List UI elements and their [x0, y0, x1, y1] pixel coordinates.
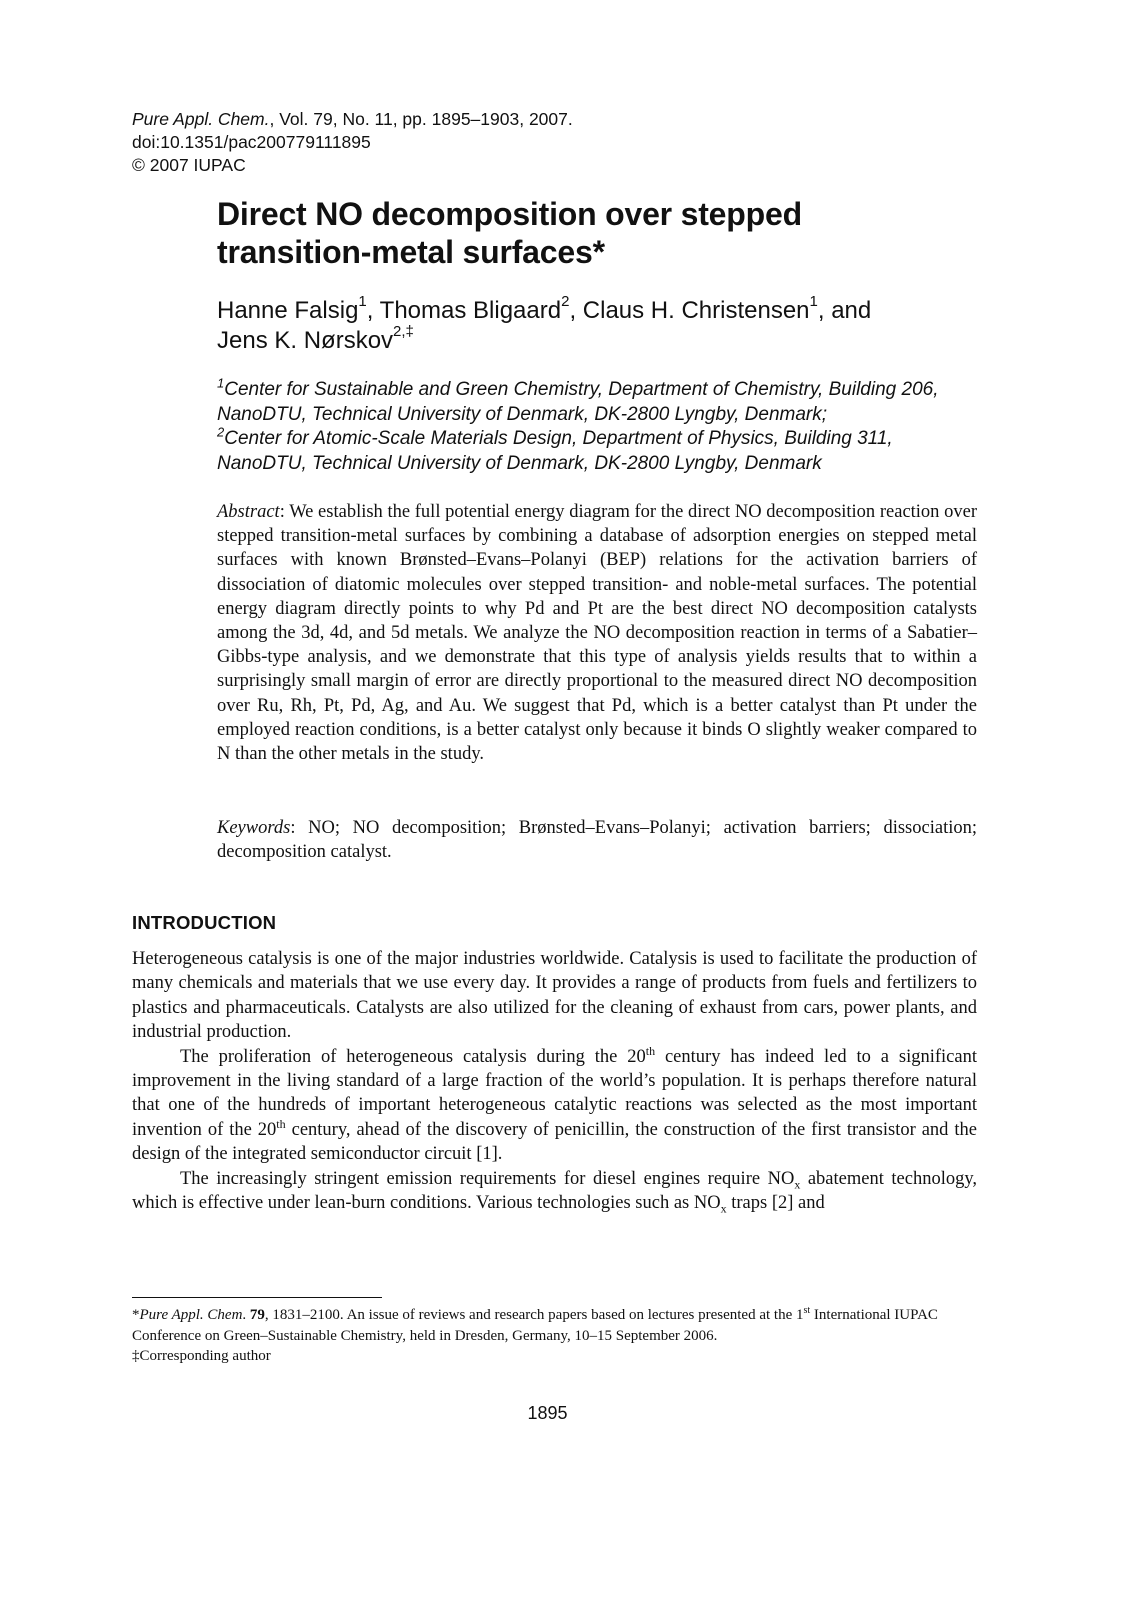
intro-paragraph-3 — [132, 1167, 977, 1216]
author-name: Hanne Falsig — [217, 297, 359, 324]
paragraph-text: century has indeed led to a significant improvement in the living standard of a large fraction of the world’s population. It is perhaps therefore natural that one of the hundreds of important heterogeneous catalytic reactions was selected as the most important invention of the 20 — [132, 1046, 977, 1140]
intro-paragraph-1: Heterogeneous catalysis is one of the major industries worldwide. Catalysis is used to facilitate the production of many chemicals and materials that we use every day. It provides a range of products from fuels and fertilizers to plastics and pharmaceuticals. Catalysts are also utilized for the cleaning of exhaust from cars, power plants, and industrial production. — [132, 949, 977, 1043]
affiliation-text: Center for Atomic-Scale Materials Design, Department of Physics, Building 311, NanoDTU, Technical University of Denmark, DK-2800 Lyngby, Denmark — [217, 428, 893, 474]
footnotes — [132, 1305, 977, 1367]
paragraph-text: The increasingly stringent emission requirements for diesel engines require NO — [180, 1168, 795, 1189]
keywords-label: Keywords — [217, 818, 291, 838]
abstract-label: Abstract — [217, 502, 280, 522]
intro-paragraph-2 — [132, 1045, 977, 1167]
affiliation-marker: 2,‡ — [393, 323, 414, 340]
affiliation-text: Center for Sustainable and Green Chemistry, Department of Chemistry, Building 206, NanoDTU, Technical University of Denmark, DK-2800 Lyngby, Denmark; — [217, 379, 939, 425]
affiliation-marker: 1 — [809, 293, 818, 310]
footnote-2 — [132, 1346, 977, 1367]
page-number: 1895 — [527, 1403, 568, 1423]
footnote-volume: 79 — [249, 1307, 265, 1323]
footnote-marker: ‡ — [132, 1348, 140, 1364]
citation-details: , Vol. 79, No. 11, pp. 1895–1903, 2007. — [269, 109, 573, 129]
affiliation-marker: 2 — [561, 293, 570, 310]
paragraph-text: abatement technology, which is effective under lean-burn conditions. Various technologies such as NO — [132, 1168, 978, 1214]
paper-title — [217, 195, 977, 271]
footnote-journal: Pure Appl. Chem — [139, 1307, 243, 1323]
affiliation-1 — [217, 375, 977, 427]
author-line-1 — [217, 293, 977, 326]
title-line-2: transition-metal surfaces* — [217, 234, 605, 270]
affiliation-marker: 1 — [358, 293, 367, 310]
paragraph-text: century, ahead of the discovery of penicillin, the construction of the first transistor and the design of the integrated semiconductor circuit [1]. — [132, 1119, 977, 1165]
abstract — [217, 500, 977, 766]
author-name: Jens K. Nørskov — [217, 327, 394, 354]
affiliations — [217, 375, 977, 476]
copyright-line: © 2007 IUPAC — [132, 155, 246, 175]
footnote-text: , 1831–2100. An issue of reviews and research papers based on lectures presented at the 1 — [264, 1307, 804, 1323]
keywords — [217, 816, 977, 864]
author-conjunction: , and — [817, 297, 872, 324]
paragraph-text: The proliferation of heterogeneous catalysis during the 20 — [180, 1046, 646, 1067]
abstract-text: : We establish the full potential energy diagram for the direct NO decomposition reaction over stepped transition-metal surfaces by combining a database of adsorption energies on stepped metal surfaces with known Brønsted–Evans–Polanyi (BEP) relations for the activation barriers of dissociation of diatomic molecules over stepped transition- and noble-metal surfaces. The potential energy diagram directly points to why Pd and Pt are the best direct NO decomposition catalysts among the 3d, 4d, and 5d metals. We analyze the NO decomposition reaction in terms of a Sabatier–Gibbs-type analysis, and we demonstrate that this type of analysis yields results that to within a surprisingly small margin of error are directly proportional to the measured direct NO decomposition over Ru, Rh, Pt, Pd, Ag, and Au. We suggest that Pd, which is a better catalyst than Pt under the employed reaction conditions, is a better catalyst only because it binds O slightly weaker compared to N than the other metals in the study. — [217, 502, 977, 765]
introduction-body — [132, 947, 977, 1215]
doi-line: doi:10.1351/pac200779111895 — [132, 132, 371, 152]
footnote-text: International IUPAC Conference on Green–Sustainable Chemistry, held in Dresden, Germany, 10–15 September 2006. — [132, 1307, 938, 1344]
title-line-1: Direct NO decomposition over stepped — [217, 196, 802, 232]
affiliation-number: 2 — [217, 424, 225, 440]
affiliation-2 — [217, 424, 977, 476]
journal-header — [132, 108, 573, 177]
author-line-2 — [217, 323, 977, 356]
section-heading-introduction: INTRODUCTION — [132, 912, 277, 933]
author-list — [217, 293, 977, 356]
footnote-text: . — [242, 1307, 250, 1323]
subscript: x — [720, 1201, 727, 1216]
footnote-marker: * — [132, 1307, 140, 1323]
footnote-text: Corresponding author — [139, 1348, 271, 1364]
footnote-1 — [132, 1305, 977, 1346]
paragraph-text: traps [2] and — [726, 1193, 825, 1214]
journal-name: Pure Appl. Chem. — [132, 109, 270, 129]
citation-line — [132, 108, 573, 131]
affiliation-number: 1 — [217, 375, 225, 391]
keywords-text: : NO; NO decomposition; Brønsted–Evans–Polanyi; activation barriers; dissociation; decomposition catalyst. — [217, 818, 977, 863]
superscript: th — [645, 1043, 656, 1058]
superscript: st — [803, 1305, 811, 1316]
author-name: , Thomas Bligaard — [366, 297, 562, 324]
subscript: x — [794, 1177, 801, 1192]
superscript: th — [276, 1116, 286, 1131]
author-name: , Claus H. Christensen — [569, 297, 810, 324]
footnote-divider — [132, 1297, 382, 1298]
